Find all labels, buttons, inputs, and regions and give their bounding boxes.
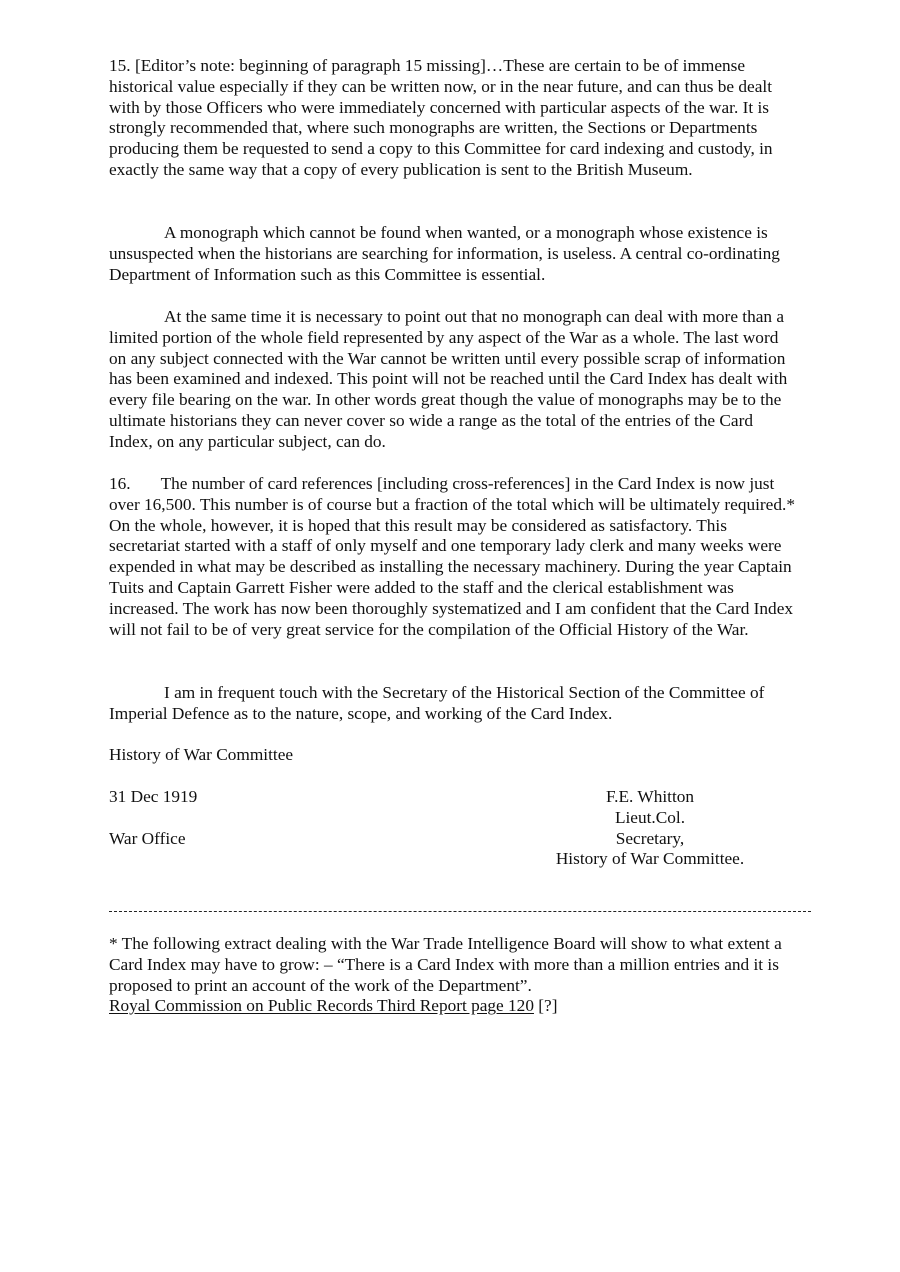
closing-office: War Office [109, 829, 186, 848]
footnote-source-link[interactable]: Royal Commission on Public Records Third Report page 120 [109, 996, 534, 1016]
footnote-source-note: [?] [538, 996, 558, 1016]
paragraph-15 [109, 56, 799, 181]
signatory-name: F.E. Whitton [605, 787, 695, 806]
paragraph-text: The number of card references [including cross-references] in the Card Index is now just over 16,500. This number is of course but a fraction of the total which will be ultimately required.* On the whole, however, it is hoped that this result may be considered as satisfactory. This secretariat started with a staff of only myself and one temporary lady clerk and many weeks were expended in what may be described as installing the necessary machinery. During the year Captain Tuits and Captain Garrett Fisher were added to the staff and the clerical establishment was increased. The work has now been thoroughly systematized and I am confident that the Card Index will not fail to be of very great service for the compilation of the Official History of the War. [109, 474, 795, 639]
paragraph-16-continued: I am in frequent touch with the Secretary of the Historical Section of the Committee of Imperial Defence as to the nature, scope, and working of the Card Index. [109, 683, 765, 723]
paragraph-15-continued-2: At the same time it is necessary to point out that no monograph can deal with more than a limited portion of the whole field represented by any aspect of the War as a whole. The last word on any subject connected with the War cannot be written until every possible scrap of information has been examined and indexed. This point will not be reached until the Card Index has dealt with every file bearing on the war. In other words great though the value of monographs may be to the ultimate historians they can never cover so wide a range as the total of the entries of the Card Index, on any particular subject, can do. [109, 307, 788, 451]
signatory-organization: History of War Committee. [555, 849, 745, 869]
paragraph-15-continued-1: A monograph which cannot be found when wanted, or a monograph whose existence is unsuspected when the historians are searching for information, is useless. A central co-ordinating Department of Information such as this Committee is essential. [109, 223, 780, 284]
paragraph-16 [109, 474, 799, 640]
paragraph-number: 15. [109, 56, 131, 75]
footnote-divider [109, 911, 811, 912]
signatory-rank: Lieut.Col. [614, 807, 686, 827]
closing-date: 31 Dec 1919 [109, 787, 198, 806]
paragraph-text: [Editor’s note: beginning of paragraph 15 missing]…These are certain to be of immense historical value especially if they can be written now, or in the near future, and can thus be dealt with by those Officers who were immediately concerned with particular aspects of the war. It is strongly recommended that, where such monographs are written, the Sections or Departments producing them be requested to send a copy to this Committee for card indexing and custody, in exactly the same way that a copy of every publication is sent to the British Museum. [109, 56, 773, 179]
closing-committee: History of War Committee [109, 745, 294, 764]
signature-block [540, 787, 760, 870]
signatory-role: Secretary, [615, 828, 685, 848]
paragraph-number: 16. [109, 474, 131, 493]
footnote-text: * The following extract dealing with the War Trade Intelligence Board will show to what extent a Card Index may have to grow: – “There is a Card Index with more than a million entries and it is proposed to print an account of the work of the Department”. [109, 934, 782, 995]
footnote [109, 934, 799, 1017]
